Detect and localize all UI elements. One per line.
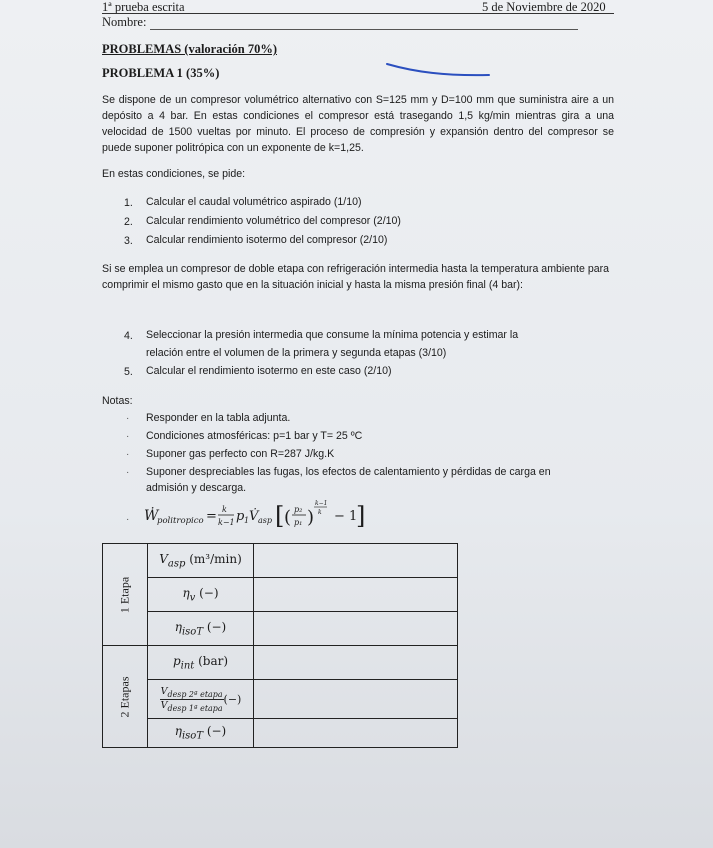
vasp-answer-cell[interactable] (254, 544, 458, 578)
note-item: Suponer despreciables las fugas, los efectos de calentamiento y pérdidas de carga en (146, 466, 551, 478)
bullet: · (126, 467, 130, 478)
svg-text:k: k (318, 509, 322, 516)
bullet: · (126, 413, 130, 424)
eta-v-answer-cell[interactable] (254, 578, 458, 612)
problem-title: PROBLEMA 1 (35%) (102, 66, 220, 80)
svg-text:[: [ (275, 502, 285, 530)
task-text: Seleccionar la presión intermedia que consume la mínima potencia y estimar la (146, 329, 519, 341)
note-item: Responder en la tabla adjunta. (146, 412, 291, 424)
section-title: PROBLEMAS (valoración 70%) (102, 42, 277, 56)
task-number: 1. (124, 197, 133, 209)
svg-text:(: ( (284, 507, 292, 528)
header-rule (102, 13, 614, 14)
exam-label: 1ª prueba escrita (102, 0, 185, 14)
eta-iso2-answer-cell[interactable] (254, 719, 458, 748)
task-number: 2. (124, 216, 133, 228)
stage2-cell (103, 646, 148, 748)
volume-ratio-answer-cell[interactable] (254, 680, 458, 719)
stage2-label: 2 Etapas (117, 676, 132, 717)
svg-text:k−1: k−1 (218, 518, 235, 527)
note-item: Suponer gas perfecto con R=287 J/kg.K (146, 448, 335, 460)
task-number: 4. (124, 330, 133, 342)
bullet: · (126, 431, 130, 442)
svg-text:− 1: − 1 (334, 509, 358, 524)
svg-text:1: 1 (244, 516, 250, 525)
second-paragraph: Si se emplea un compresor de doble etapa con refrigeración intermedia hasta la temperatura ambiente para comprimir el mismo gasto que en la situación inicial y hasta la misma presión final (4 bar): (102, 263, 610, 291)
svg-text:V̇: V̇ (249, 509, 259, 524)
svg-text:): ) (307, 507, 315, 528)
volume-ratio-fraction: $\frac{V_{desp 2ª etapa}}{V_{desp 1ª etapa}}$ (160, 685, 223, 713)
note-item: admisión y descarga. (146, 482, 247, 494)
intro-paragraph: Se dispone de un compresor volumétrico alternativo con S=125 mm y D=100 mm que suministra aire a un depósito a 4 bar. En estas condiciones el compresor está trasegando 1,5 kg/min mientras gira a una velocidad de 1500 vueltas por minuto. El proceso de compresión y expansión dentro del compresor se puede suponer politrópica con un exponente de k=1,25. (102, 94, 614, 154)
eta-iso2-label: $\eta_{isoT}$ (−) (148, 719, 254, 748)
svg-text:politropico: politropico (157, 516, 204, 526)
pen-mark (385, 58, 495, 82)
task-number: 5. (124, 366, 133, 378)
svg-text:]: ] (356, 502, 366, 530)
eta-iso-answer-cell[interactable] (254, 612, 458, 646)
pint-label: $p_{int}$ (bar) (148, 646, 254, 680)
conditions-intro: En estas condiciones, se pide: (102, 168, 246, 180)
stage1-cell (103, 544, 148, 646)
volume-ratio-label: $\frac{V_{desp 2ª etapa}}{V_{desp 1ª etapa}}$ (−) (148, 680, 254, 719)
task-text: Calcular rendimiento volumétrico del compresor (2/10) (146, 215, 401, 227)
task-text: relación entre el volumen de la primera y segunda etapas (3/10) (146, 347, 447, 359)
name-label: Nombre: (102, 15, 147, 29)
task-text: Calcular rendimiento isotermo del compresor (2/10) (146, 234, 388, 246)
svg-text:p: p (236, 509, 245, 524)
bullet: · (126, 449, 130, 460)
svg-text:k: k (222, 505, 227, 514)
svg-text:=: = (206, 509, 217, 524)
svg-text:k−1: k−1 (315, 500, 328, 507)
polytropic-work-formula (144, 496, 374, 532)
eta-iso-label: $\eta_{isoT}$ (−) (148, 612, 254, 646)
task-number: 3. (124, 235, 133, 247)
bullet: · (126, 514, 130, 525)
svg-text:p₁: p₁ (294, 518, 303, 527)
results-table (102, 543, 458, 748)
exam-date: 5 de Noviembre de 2020 (482, 0, 606, 14)
task-text: Calcular el caudal volumétrico aspirado (1/10) (146, 196, 362, 208)
svg-text:asp: asp (258, 516, 272, 525)
task-text: Calcular el rendimiento isotermo en este caso (2/10) (146, 365, 392, 377)
note-item: Condiciones atmosféricas: p=1 bar y T= 25 ºC (146, 430, 363, 442)
svg-text:Ẇ: Ẇ (144, 508, 159, 524)
pint-answer-cell[interactable] (254, 646, 458, 680)
notes-label: Notas: (102, 395, 133, 407)
eta-v-label: $\eta_v$ (−) (148, 578, 254, 612)
name-line (150, 29, 578, 30)
svg-text:p₂: p₂ (294, 505, 303, 514)
vasp-label: $V_{asp}$ (m³/min) (148, 544, 254, 578)
stage1-label: 1 Etapa (117, 576, 132, 613)
